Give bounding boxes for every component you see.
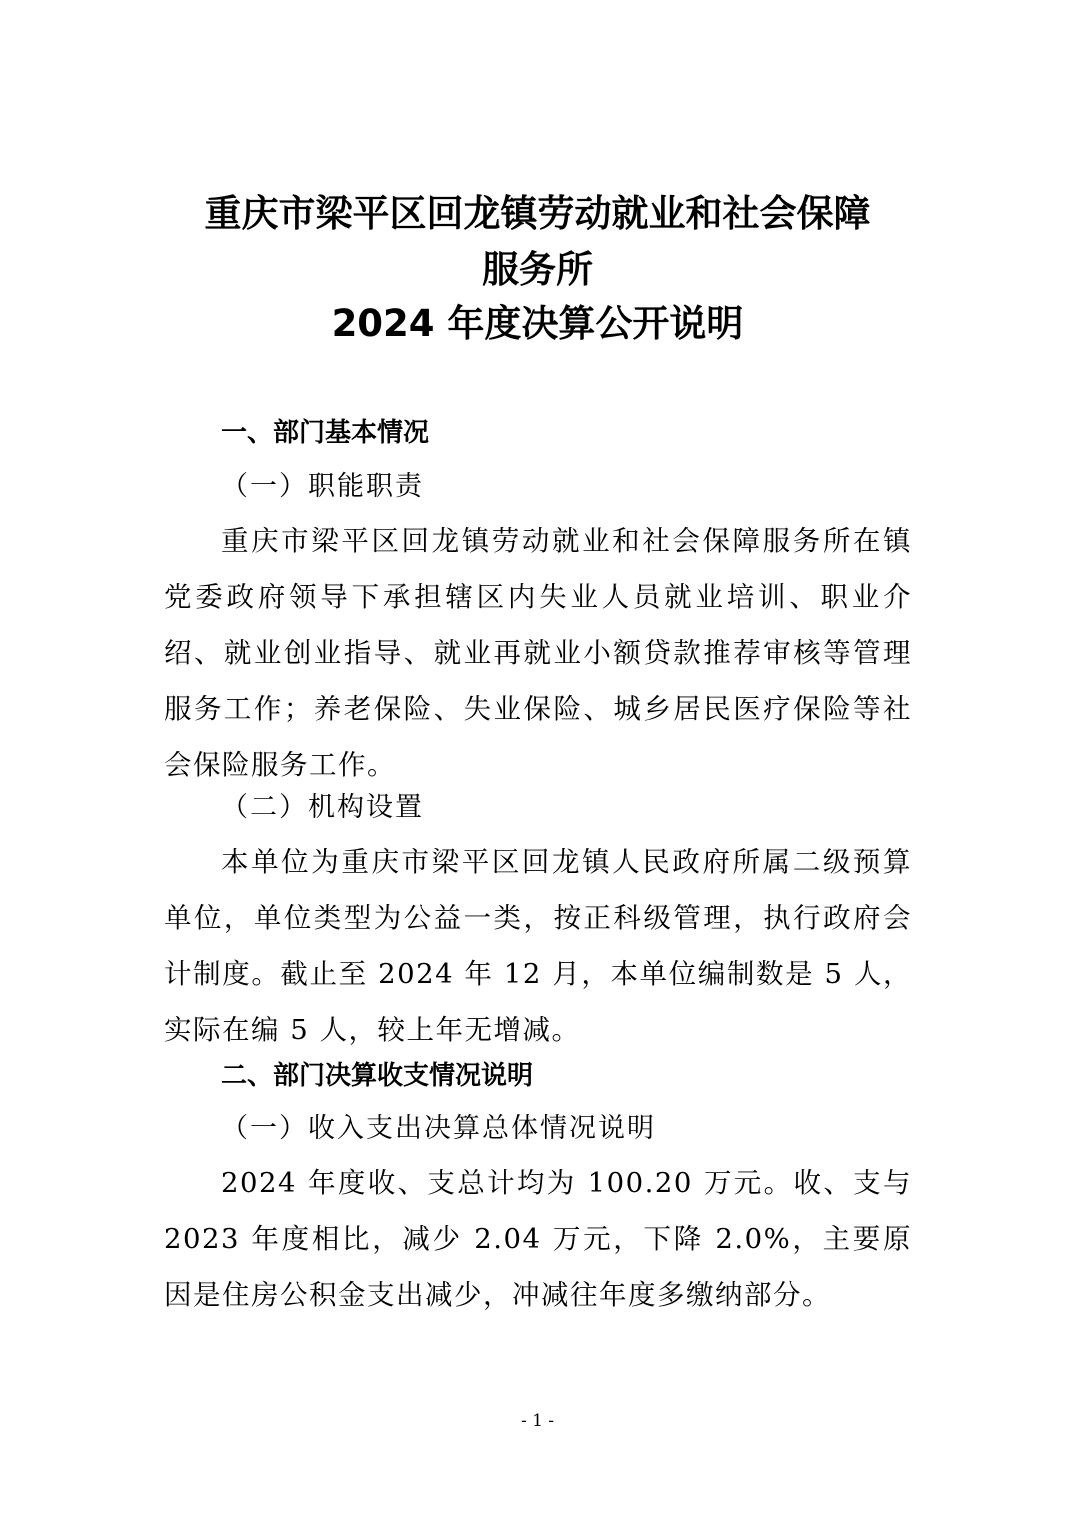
- section-2-subheading-overview: （一）收入支出决算总体情况说明: [221, 1113, 656, 1144]
- section-2-heading: 二、部门决算收支情况说明: [221, 1061, 534, 1091]
- section-1-functions-paragraph: 重庆市梁平区回龙镇劳动就业和社会保障服务所在镇党委政府领导下承担辖区内失业人员就业培训、职业介绍、就业创业指导、就业再就业小额贷款推荐审核等管理服务工作；养老保险、失业保险、城乡居民医疗保险等社会保险服务工作。: [164, 525, 912, 781]
- section-1-subheading-organization: （二）机构设置: [221, 792, 424, 823]
- document-title-line-1: 重庆市梁平区回龙镇劳动就业和社会保障: [204, 192, 871, 235]
- document-title-line-3: 2024 年度决算公开说明: [331, 302, 744, 345]
- document-title-line-2: 服务所: [482, 248, 593, 291]
- section-1-subheading-functions: （一）职能职责: [221, 471, 424, 502]
- section-1-heading: 一、部门基本情况: [221, 418, 430, 448]
- page-number: - 1 -: [520, 1411, 555, 1431]
- section-2-overview-paragraph: 2024 年度收、支总计均为 100.20 万元。收、支与 2023 年度相比，减少 2.04 万元，下降 2.0%，主要原因是住房公积金支出减少，冲减往年度多缴纳部分。: [164, 1167, 912, 1311]
- section-1-organization-paragraph: 本单位为重庆市梁平区回龙镇人民政府所属二级预算单位，单位类型为公益一类，按正科级管理，执行政府会计制度。截止至 2024 年 12 月，本单位编制数是 5 人，实际在编 5 人，较上年无增减。: [164, 846, 912, 1046]
